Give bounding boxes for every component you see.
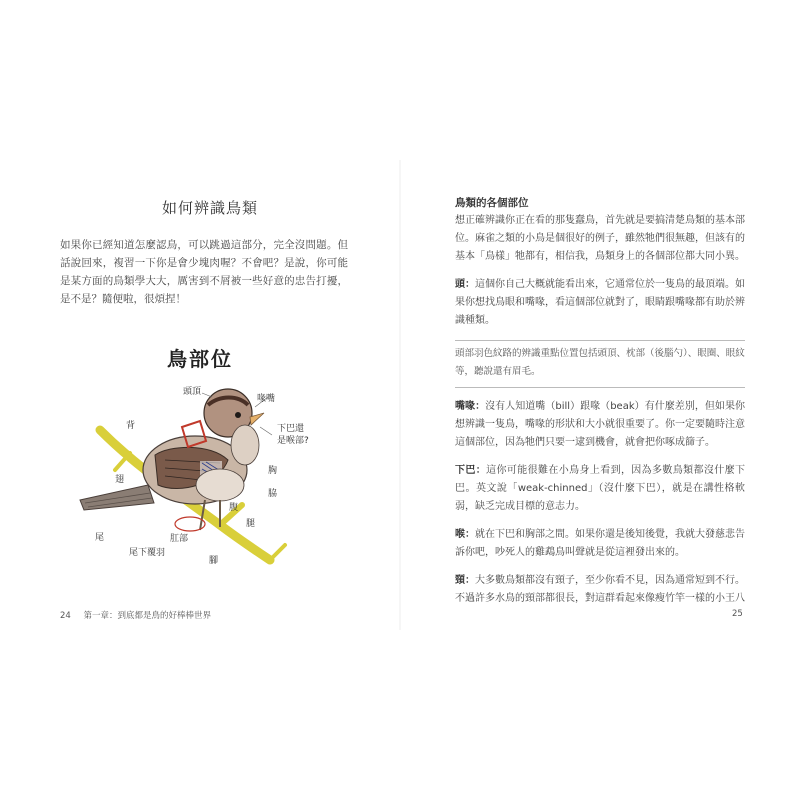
entry-term: 喉： bbox=[455, 529, 475, 540]
label-beak: 喙嘴 bbox=[257, 394, 276, 404]
entry-chin bbox=[455, 462, 745, 516]
running-head: 第一章：到底都是鳥的好棒棒世界 bbox=[83, 611, 212, 621]
entry-throat bbox=[455, 526, 745, 562]
right-page-number: 25 bbox=[732, 609, 743, 619]
label-vent: 肛部 bbox=[170, 534, 189, 544]
label-undertail-coverts: 尾下覆羽 bbox=[129, 548, 166, 558]
label-breast: 胸 bbox=[268, 466, 278, 476]
book-gutter bbox=[399, 160, 401, 630]
label-foot: 腳 bbox=[209, 556, 219, 566]
label-belly: 腹 bbox=[229, 503, 239, 513]
right-heading: 鳥類的各個部位 bbox=[455, 197, 529, 209]
entry-term: 嘴喙： bbox=[455, 401, 486, 412]
entry-text: 這你可能很難在小鳥身上看到，因為多數鳥類都沒什麼下巴。英文說「weak-chinned」（沒什麼下巴），就是在講性格軟弱，缺乏完成目標的意志力。 bbox=[455, 465, 746, 512]
entry-text: 這個你自己大概就能看出來，它通常位於一隻鳥的最頂端。如果你想找鳥眼和嘴喙，看這個部位就對了，眼睛跟嘴喙都有助於辨識種類。 bbox=[455, 279, 745, 326]
label-crown: 頭頂 bbox=[183, 387, 202, 397]
entry-text: 沒有人知道嘴（bill）跟喙（beak）有什麼差別，但如果你想辨識一隻鳥，嘴喙的形狀和大小就很重要了。你一定要隨時注意這個部位，因為牠們只要一逮到機會，就會把你啄成篩子。 bbox=[455, 401, 745, 448]
left-page-number: 24 bbox=[60, 611, 71, 621]
left-folio bbox=[60, 609, 211, 621]
label-wing: 翅 bbox=[115, 475, 125, 485]
entry-text: 就在下巴和胸部之間。如果你還是後知後覺，我就大發慈悲告訴你吧，吵死人的雞鵡鳥叫聲就是從這裡發出來的。 bbox=[455, 529, 745, 558]
intro-paragraph: 如果你已經知道怎麼認鳥，可以跳過這部分，完全沒問題。但話說回來，複習一下你是會少塊肉喔？不會吧？是說，你可能是某方面的鳥類學大大，厲害到不屑被一些好意的忠告打擾，是不是？隨便啦，很煩捏！ bbox=[60, 239, 348, 305]
entry-term: 頸： bbox=[455, 575, 475, 586]
entry-head bbox=[455, 276, 745, 330]
section-title: 如何辨識鳥類 bbox=[161, 199, 258, 217]
entry-neck bbox=[455, 572, 745, 608]
label-chin-throat: 下巴還是喉部? bbox=[277, 424, 309, 446]
label-tail: 尾 bbox=[95, 533, 105, 543]
entry-beak bbox=[455, 398, 745, 452]
label-flank: 脇 bbox=[268, 489, 278, 499]
entry-term: 頭： bbox=[455, 279, 475, 290]
diagram-title: 鳥部位 bbox=[167, 347, 233, 371]
entry-text: 大多數鳥類都沒有頸子，至少你看不見，因為通常短到不行。不過許多水鳥的頸部都很長，對這群看起來像瘦竹竿一樣的小王八 bbox=[455, 575, 745, 604]
aside-note: 頭部羽色紋路的辨識重點位置包括頭頂、枕部（後腦勺）、眼圈、眼紋等，聽說還有眉毛。 bbox=[455, 340, 745, 388]
bird-parts-illustration bbox=[70, 335, 320, 575]
label-back: 背 bbox=[126, 421, 136, 431]
right-page-body bbox=[455, 195, 745, 618]
entry-term: 下巴： bbox=[455, 465, 487, 476]
label-leg: 腿 bbox=[246, 519, 256, 529]
right-intro-paragraph: 想正確辨識你正在看的那隻蠢鳥，首先就是要搞清楚鳥類的基本部位。麻雀之類的小鳥是個很好的例子，雖然牠們很無趣，但該有的基本「鳥樣」牠都有，相信我，鳥類身上的各個部位都大同小異。 bbox=[455, 215, 745, 262]
